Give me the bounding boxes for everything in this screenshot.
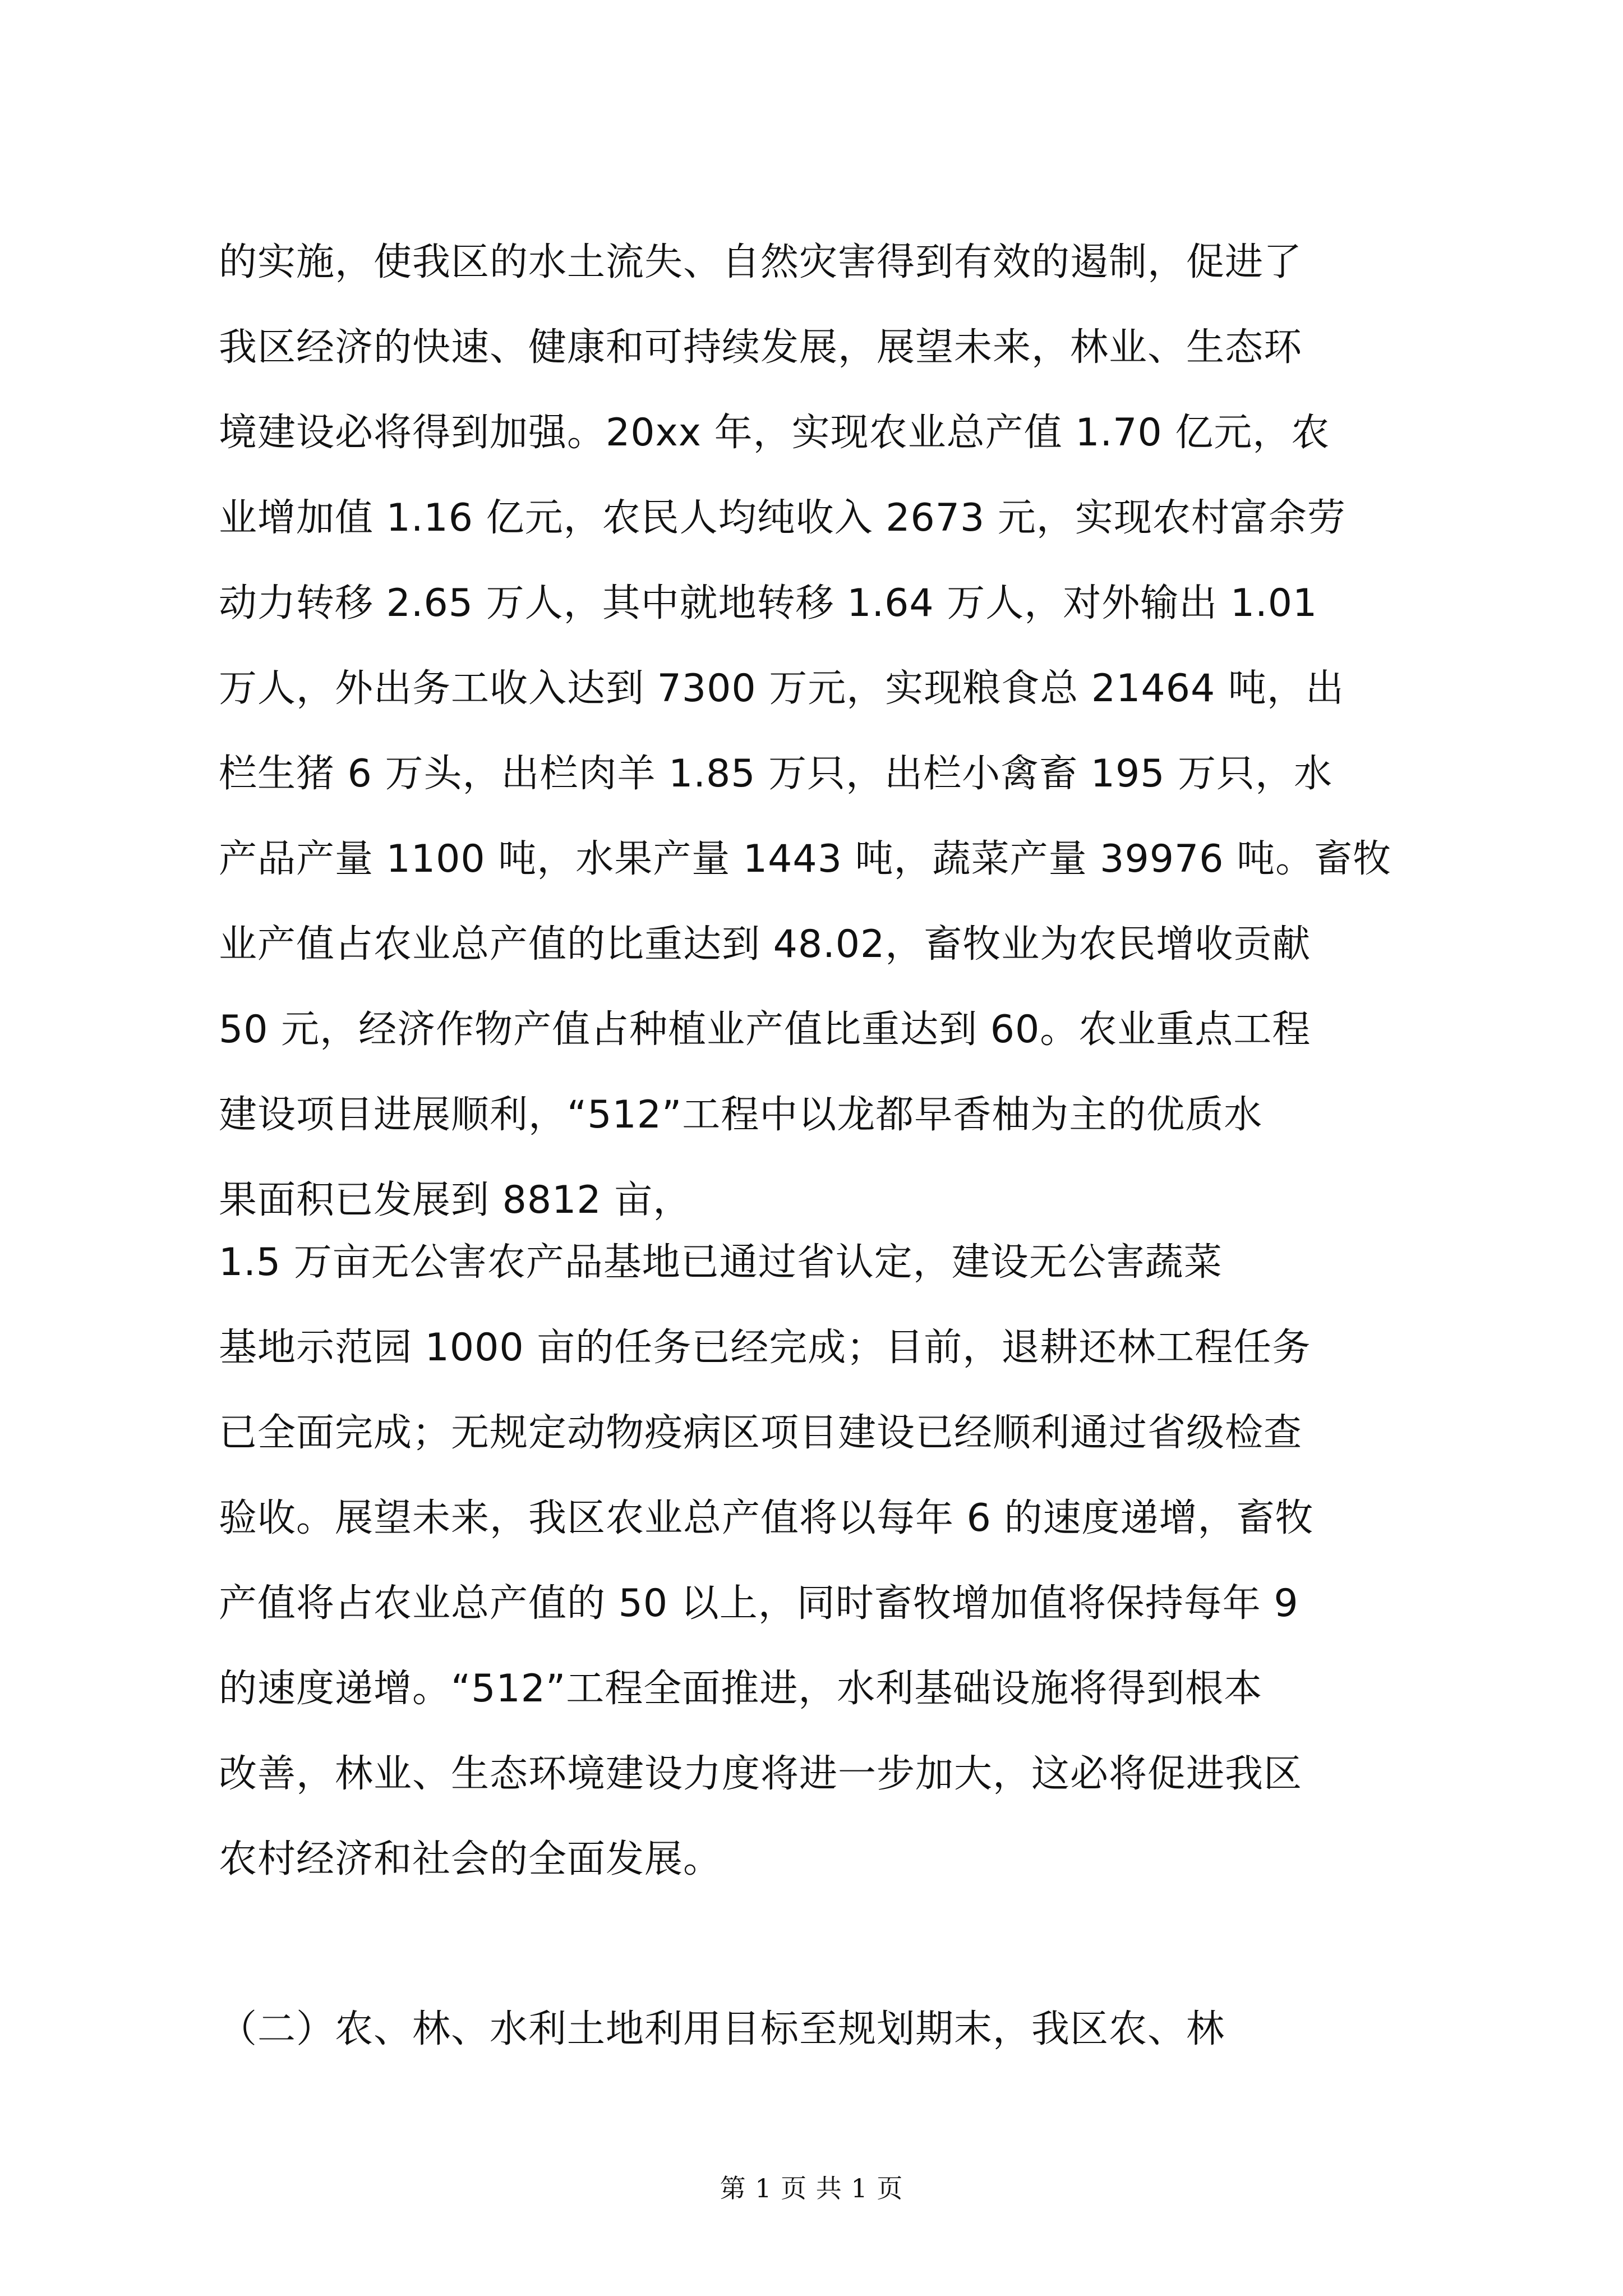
paragraph-line: 产品产量 1100 吨，水果产量 1443 吨，蔬菜产量 39976 吨。畜牧 [219,837,1392,881]
paragraph-agriculture-output [219,220,1408,1243]
paragraph-line: 我区经济的快速、健康和可持续发展，展望未来，林业、生态环 [219,325,1303,370]
paragraph-line: 业产值占农业总产值的比重达到 48.02，畜牧业为农民增收贡献 [219,922,1311,967]
paragraph-line: 1.5 万亩无公害农产品基地已通过省认定，建设无公害蔬菜 [219,1240,1223,1285]
paragraph-line: 验收。展望未来，我区农业总产值将以每年 6 的速度递增，畜牧 [219,1496,1314,1540]
paragraph-line: 已全面完成；无规定动物疫病区项目建设已经顺利通过省级检查 [219,1411,1303,1455]
paragraph-line: 基地示范园 1000 亩的任务已经完成；目前，退耕还林工程任务 [219,1326,1311,1370]
paragraph-line: 建设项目进展顺利，“512”工程中以龙都早香柚为主的优质水 [219,1093,1263,1137]
paragraph-project-progress [219,1220,1408,1902]
paragraph-line: （二）农、林、水利土地利用目标至规划期末，我区农、林 [219,2007,1225,2051]
paragraph-line: 农村经济和社会的全面发展。 [219,1837,722,1881]
paragraph-line: 业增加值 1.16 亿元，农民人均纯收入 2673 元，实现农村富余劳 [219,496,1346,540]
paragraph-land-use-target [219,1987,1408,2072]
paragraph-line: 的速度递增。“512”工程全面推进，水利基础设施将得到根本 [219,1667,1263,1711]
paragraph-line: 产值将占农业总产值的 50 以上，同时畜牧增加值将保持每年 9 [219,1581,1299,1626]
paragraph-line: 50 元，经济作物产值占种植业产值比重达到 60。农业重点工程 [219,1007,1311,1052]
paragraph-line: 动力转移 2.65 万人，其中就地转移 1.64 万人，对外输出 1.01 [219,581,1318,625]
paragraph-line: 栏生猪 6 万头，出栏肉羊 1.85 万只，出栏小禽畜 195 万只，水 [219,752,1333,796]
paragraph-line: 万人，外出务工收入达到 7300 万元，实现粮食总 21464 吨，出 [219,666,1344,711]
paragraph-line: 果面积已发展到 8812 亩， [219,1178,692,1222]
page-footer: 第 1 页 共 1 页 [720,2173,903,2203]
paragraph-line: 改善，林业、生态环境建设力度将进一步加大，这必将促进我区 [219,1752,1303,1796]
paragraph-line: 境建设必将得到加强。20xx 年，实现农业总产值 1.70 亿元，农 [219,411,1330,455]
paragraph-line: 的实施，使我区的水土流失、自然灾害得到有效的遏制，促进了 [219,240,1303,284]
